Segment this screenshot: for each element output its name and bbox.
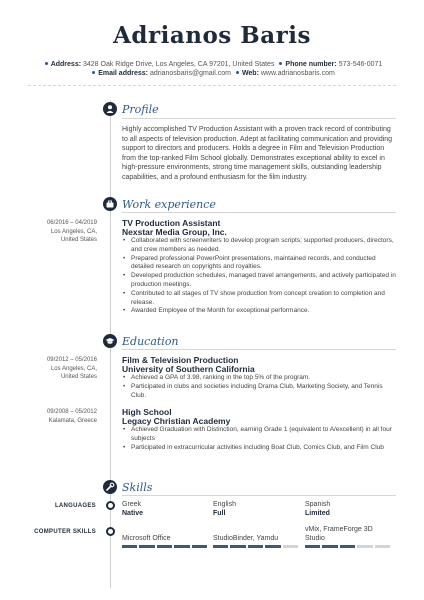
section-title-experience: Work experience bbox=[122, 198, 216, 211]
web-label: Web: bbox=[241, 70, 259, 77]
education-degree: High School bbox=[122, 407, 172, 417]
list-item: • Contributed to all stages of TV show production from concept creation to completion and release. bbox=[122, 290, 396, 308]
job-dates: 06/2016 – 04/2019 bbox=[46, 220, 97, 226]
computer-skill-name: StudioBinder, Yamdu bbox=[213, 535, 279, 542]
education-meta bbox=[7, 356, 97, 382]
job-bullets bbox=[122, 237, 396, 316]
list-item: • Prepared professional PowerPoint presentations, maintained records, and conducted detailed research on copyrights and royalties. bbox=[122, 255, 396, 273]
skill-level-segment bbox=[340, 545, 355, 548]
circle-bullet-icon bbox=[106, 501, 115, 510]
languages-label: LANGUAGES bbox=[54, 503, 96, 509]
list-item: • Developed production schedules, managed travel arrangements, and actively participated in production meetings. bbox=[122, 272, 396, 290]
address-label: Address: bbox=[50, 61, 82, 68]
skill-level-segment bbox=[322, 545, 337, 548]
skill-level-segment bbox=[265, 545, 280, 548]
computer-skill-name bbox=[305, 526, 373, 543]
language-skill bbox=[122, 501, 143, 518]
language-level: Full bbox=[213, 509, 226, 517]
education-location: United States bbox=[60, 374, 97, 380]
skill-level-segment bbox=[174, 545, 189, 548]
language-skill bbox=[213, 501, 236, 518]
section-rule bbox=[122, 349, 396, 350]
education-dates: 09/2008 – 05/2012 bbox=[46, 409, 97, 415]
job-location: Los Angeles, CA, bbox=[50, 228, 97, 235]
skill-level-bar bbox=[305, 545, 390, 548]
computer-skill-name-line: vMix, FrameForge 3D bbox=[305, 526, 373, 533]
skill-level-segment bbox=[248, 545, 263, 548]
skill-level-segment bbox=[139, 545, 154, 548]
wrench-icon bbox=[103, 480, 117, 494]
education-location: Los Angeles, CA, bbox=[50, 365, 97, 372]
list-item: • Achieved a GPA of 3.98, ranking in the top 5% of the program. bbox=[122, 374, 396, 383]
skill-level-segment bbox=[122, 545, 137, 548]
circle-bullet-icon bbox=[106, 527, 115, 536]
skill-level-segment bbox=[213, 545, 228, 548]
skill-level-segment bbox=[192, 545, 207, 548]
skill-level-bar bbox=[213, 545, 298, 548]
language-level: Native bbox=[122, 509, 144, 517]
person-icon bbox=[103, 102, 117, 116]
education-school: Legacy Christian Academy bbox=[122, 416, 231, 426]
briefcase-icon bbox=[103, 197, 117, 211]
resume-name: Adrianos Baris bbox=[113, 22, 311, 49]
job-company: Nexstar Media Group, Inc. bbox=[122, 227, 227, 237]
section-rule bbox=[122, 495, 396, 496]
header-divider bbox=[28, 85, 396, 86]
bullet-icon bbox=[236, 71, 239, 74]
education-bullets bbox=[122, 426, 396, 452]
phone-value: 573-546-0071 bbox=[338, 61, 383, 68]
education-school: University of Southern California bbox=[122, 364, 255, 374]
skill-level-bar bbox=[122, 545, 207, 548]
address-value: 3428 Oak Ridge Drive, Los Angeles, CA 97201, United States bbox=[83, 61, 275, 68]
bullet-icon bbox=[279, 62, 282, 65]
skill-level-segment bbox=[305, 545, 320, 548]
skill-level-segment bbox=[230, 545, 245, 548]
section-title-profile: Profile bbox=[122, 103, 159, 116]
list-item: • Achieved Graduation with Distinction, earning Grade 1 (equivalent to A/excellent) in all four subjects bbox=[122, 426, 396, 444]
web-value[interactable]: www.adrianosbaris.com bbox=[260, 70, 335, 77]
contact-line-1 bbox=[0, 61, 424, 68]
computer-skill-name-line: Studio bbox=[305, 534, 325, 542]
section-rule bbox=[122, 118, 396, 119]
job-title: TV Production Assistant bbox=[122, 218, 221, 228]
language-name: Spanish bbox=[305, 501, 331, 508]
contact-line-2 bbox=[0, 70, 424, 77]
list-item: • Participated in clubs and societies including Drama Club, Marketing Society, and Tennis Club. bbox=[122, 383, 396, 401]
education-dates: 09/2012 – 05/2016 bbox=[46, 357, 97, 363]
list-item: • Participated in extracurricular activities including Boat Club, Comics Club, and Film Club bbox=[122, 444, 396, 453]
profile-text: Highly accomplished TV Production Assistant with a proven track record of contributing to all aspects of television production. Adept at facilitating communication and providing support to directors and producers. Holds a degree in Film and Television Production from the top-ranked Film School globally. Demonstrates exceptional ability to excel in high-pressure environments, strong time management skills, outstanding leadership capabilities, and a profound enthusiasm for the film industry. bbox=[122, 126, 393, 181]
education-location: Kalamata, Greece bbox=[48, 417, 97, 424]
language-level: Limited bbox=[305, 509, 330, 517]
skill-level-segment bbox=[283, 545, 298, 548]
education-meta bbox=[7, 408, 97, 425]
job-location: United States bbox=[60, 237, 97, 243]
list-item: • Awarded Employee of the Month for exceptional performance. bbox=[122, 307, 396, 316]
job-meta bbox=[7, 219, 97, 245]
education-bullets bbox=[122, 374, 396, 400]
phone-label: Phone number: bbox=[285, 61, 337, 68]
language-skill bbox=[305, 501, 330, 518]
skill-level-segment bbox=[157, 545, 172, 548]
computer-skills-label: COMPUTER SKILLS bbox=[34, 529, 96, 535]
section-title-skills: Skills bbox=[122, 481, 153, 494]
skill-level-segment bbox=[375, 545, 390, 548]
bullet-icon bbox=[92, 71, 95, 74]
computer-skill-name: Microsoft Office bbox=[122, 535, 171, 542]
email-label: Email address: bbox=[98, 70, 148, 77]
section-title-education: Education bbox=[122, 335, 179, 348]
language-name: English bbox=[213, 501, 236, 508]
education-degree: Film & Television Production bbox=[122, 355, 239, 365]
language-name: Greek bbox=[122, 501, 142, 508]
graduation-cap-icon bbox=[103, 334, 117, 348]
bullet-icon bbox=[45, 62, 48, 65]
section-rule bbox=[122, 212, 396, 213]
list-item: • Collaborated with screenwriters to develop program scripts; supported producers, directors, and crew members as needed. bbox=[122, 237, 396, 255]
skill-level-segment bbox=[357, 545, 372, 548]
email-value[interactable]: adrianosbaris@gmail.com bbox=[149, 70, 231, 77]
